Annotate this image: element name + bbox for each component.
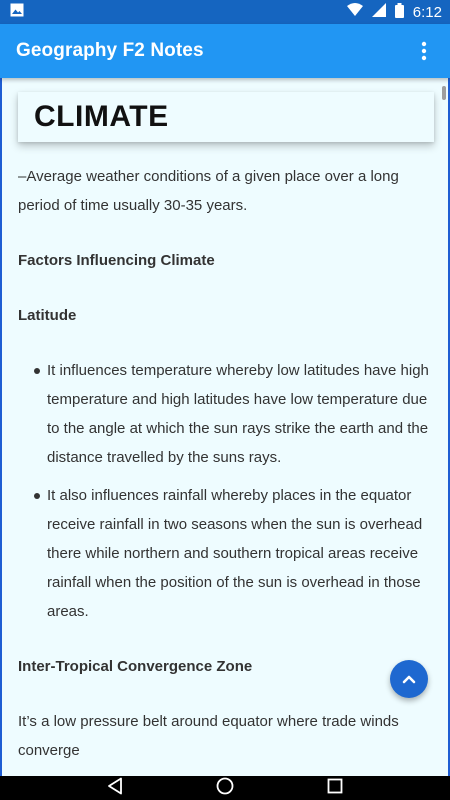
recents-icon bbox=[327, 778, 343, 794]
chevron-up-icon bbox=[402, 674, 416, 684]
subsection-latitude: Latitude bbox=[18, 307, 77, 324]
scroll-top-button[interactable] bbox=[390, 660, 428, 698]
bullet-item: It influences temperature whereby low latitudes have high temperature and high latitudes have low temperature due to the angle at which the sun rays strike the earth and the distance travelled by the suns rays. bbox=[18, 356, 430, 472]
bullet-item: It also influences rainfall whereby places in the equator receive rainfall in two seasons when the sun is overhead there while northern and southern tropical areas receive rainfall when the position of the sun is overhead in those areas. bbox=[18, 481, 430, 626]
home-icon bbox=[216, 777, 234, 795]
app-title: Geography F2 Notes bbox=[16, 40, 204, 61]
itcz-text: It’s a low pressure belt around equator where trade winds converge bbox=[18, 713, 399, 759]
definition-text: –Average weather conditions of a given place over a long period of time usually 30-35 years. bbox=[18, 168, 399, 214]
article-view[interactable] bbox=[0, 78, 450, 776]
image-icon bbox=[10, 3, 24, 22]
overflow-menu-icon bbox=[421, 41, 427, 61]
status-bar bbox=[0, 0, 450, 24]
scrollbar[interactable] bbox=[442, 86, 446, 100]
recents-button[interactable] bbox=[327, 778, 343, 799]
bullet-list bbox=[18, 356, 430, 626]
navigation-bar bbox=[0, 776, 450, 800]
signal-icon bbox=[372, 3, 386, 21]
heading-card bbox=[18, 92, 434, 142]
back-icon bbox=[107, 777, 123, 795]
article-heading: CLIMATE bbox=[34, 100, 169, 133]
overflow-menu-button[interactable] bbox=[412, 36, 436, 66]
subsection-itcz: Inter-Tropical Convergence Zone bbox=[18, 658, 253, 675]
article-body bbox=[18, 162, 430, 776]
status-time: 6:12 bbox=[412, 3, 442, 21]
section-title: Factors Influencing Climate bbox=[18, 252, 215, 269]
back-button[interactable] bbox=[107, 777, 123, 800]
battery-icon bbox=[395, 3, 404, 22]
home-button[interactable] bbox=[216, 777, 234, 800]
app-bar bbox=[0, 24, 450, 78]
wifi-icon bbox=[347, 3, 363, 21]
